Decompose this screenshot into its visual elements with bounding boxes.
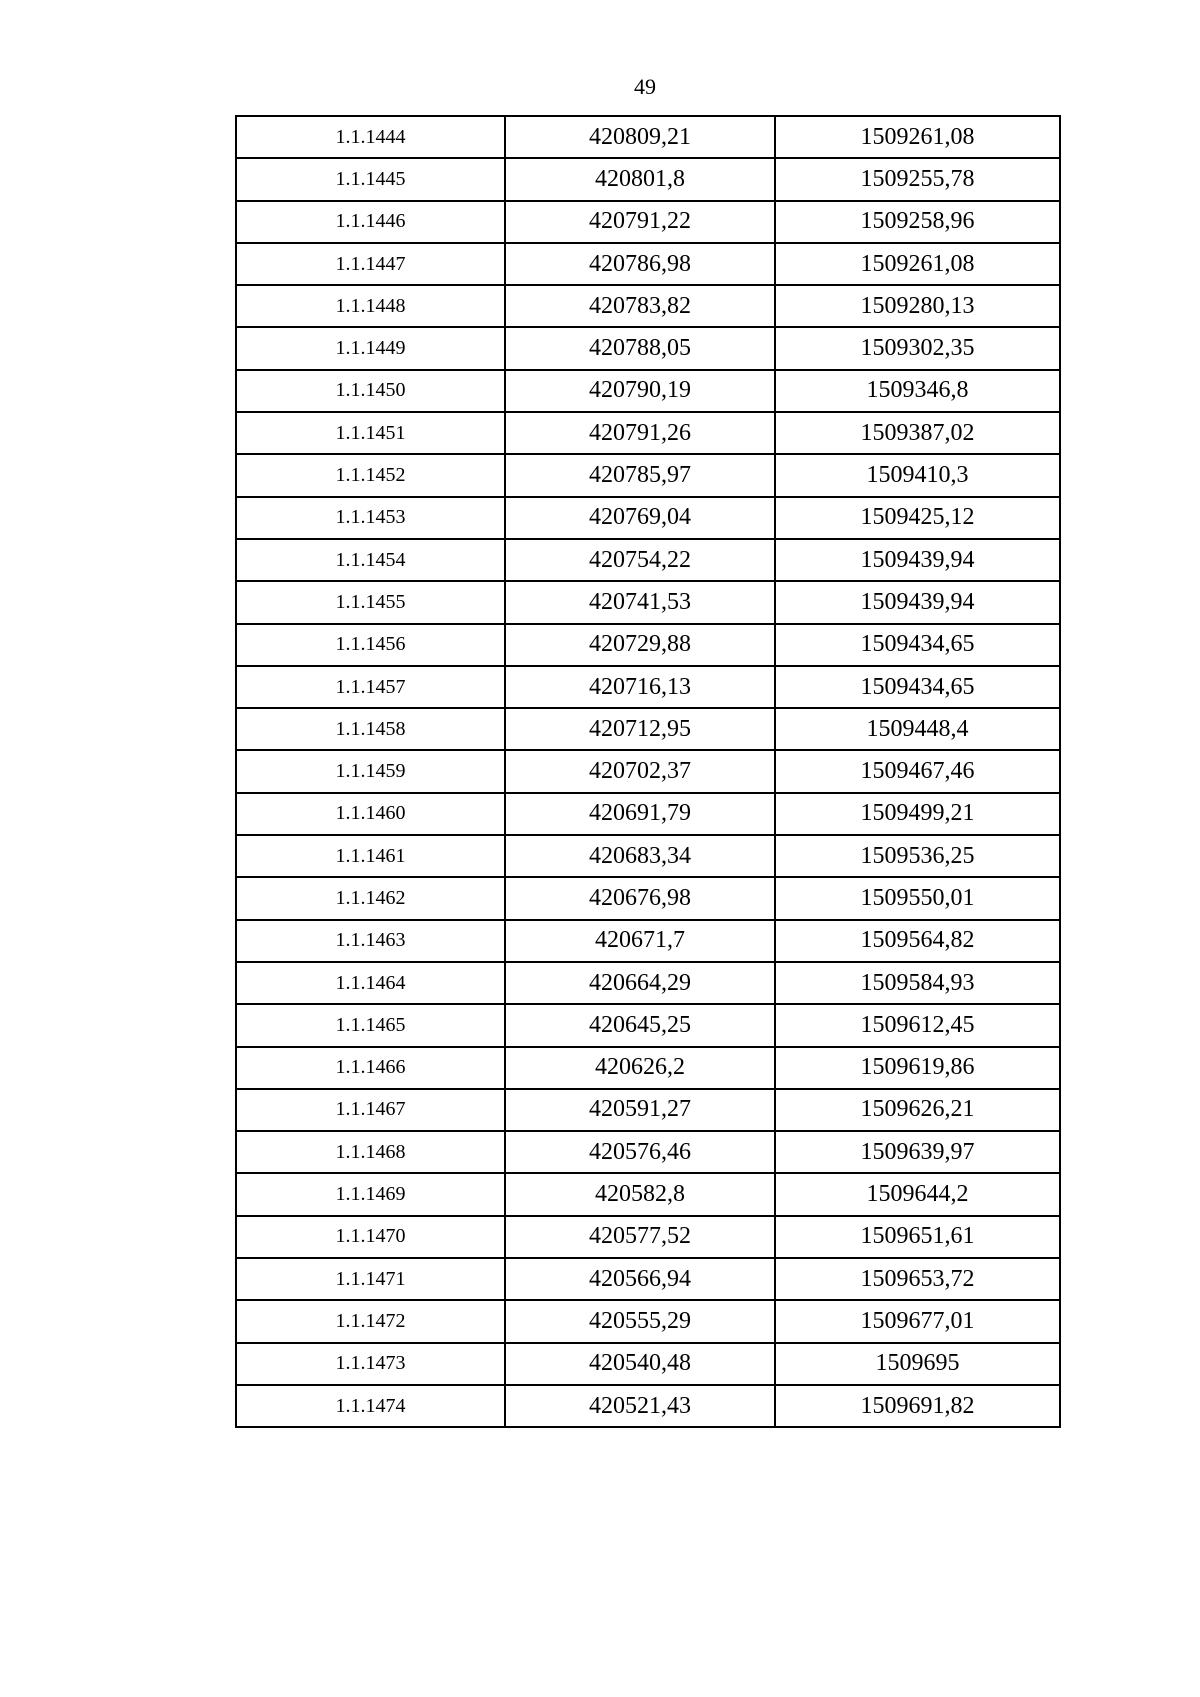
y-coordinate-cell: 1509653,72: [775, 1258, 1060, 1300]
x-coordinate-cell: 420791,22: [505, 201, 775, 243]
point-id-cell: 1.1.1445: [236, 158, 505, 200]
y-coordinate-cell: 1509639,97: [775, 1131, 1060, 1173]
point-id-cell: 1.1.1469: [236, 1173, 505, 1215]
x-coordinate-cell: 420809,21: [505, 116, 775, 158]
point-id-cell: 1.1.1455: [236, 581, 505, 623]
x-coordinate-cell: 420790,19: [505, 370, 775, 412]
page-number: 49: [634, 74, 656, 99]
table-row: [236, 201, 1060, 243]
y-coordinate-cell: 1509258,96: [775, 201, 1060, 243]
y-coordinate-cell: 1509261,08: [775, 116, 1060, 158]
y-coordinate-cell: 1509550,01: [775, 877, 1060, 919]
point-id-cell: 1.1.1461: [236, 835, 505, 877]
table-row: [236, 1385, 1060, 1427]
point-id-cell: 1.1.1474: [236, 1385, 505, 1427]
x-coordinate-cell: 420741,53: [505, 581, 775, 623]
table-row: [236, 1216, 1060, 1258]
x-coordinate-cell: 420788,05: [505, 327, 775, 369]
x-coordinate-cell: 420591,27: [505, 1089, 775, 1131]
table-row: [236, 454, 1060, 496]
x-coordinate-cell: 420521,43: [505, 1385, 775, 1427]
y-coordinate-cell: 1509387,02: [775, 412, 1060, 454]
x-coordinate-cell: 420577,52: [505, 1216, 775, 1258]
table-row: [236, 666, 1060, 708]
table-row: [236, 1343, 1060, 1385]
x-coordinate-cell: 420664,29: [505, 962, 775, 1004]
table-row: [236, 285, 1060, 327]
point-id-cell: 1.1.1472: [236, 1300, 505, 1342]
point-id-cell: 1.1.1460: [236, 793, 505, 835]
point-id-cell: 1.1.1444: [236, 116, 505, 158]
point-id-cell: 1.1.1466: [236, 1047, 505, 1089]
table-row: [236, 750, 1060, 792]
table-row: [236, 412, 1060, 454]
table-row: [236, 962, 1060, 1004]
point-id-cell: 1.1.1471: [236, 1258, 505, 1300]
y-coordinate-cell: 1509410,3: [775, 454, 1060, 496]
point-id-cell: 1.1.1446: [236, 201, 505, 243]
y-coordinate-cell: 1509425,12: [775, 497, 1060, 539]
point-id-cell: 1.1.1465: [236, 1004, 505, 1046]
table-row: [236, 1173, 1060, 1215]
y-coordinate-cell: 1509691,82: [775, 1385, 1060, 1427]
coordinates-table-body: [236, 116, 1060, 1427]
table-row: [236, 539, 1060, 581]
x-coordinate-cell: 420712,95: [505, 708, 775, 750]
table-row: [236, 243, 1060, 285]
x-coordinate-cell: 420801,8: [505, 158, 775, 200]
x-coordinate-cell: 420683,34: [505, 835, 775, 877]
x-coordinate-cell: 420791,26: [505, 412, 775, 454]
x-coordinate-cell: 420754,22: [505, 539, 775, 581]
point-id-cell: 1.1.1447: [236, 243, 505, 285]
y-coordinate-cell: 1509499,21: [775, 793, 1060, 835]
coordinates-table: [235, 115, 1061, 1428]
y-coordinate-cell: 1509439,94: [775, 539, 1060, 581]
point-id-cell: 1.1.1467: [236, 1089, 505, 1131]
y-coordinate-cell: 1509619,86: [775, 1047, 1060, 1089]
point-id-cell: 1.1.1463: [236, 920, 505, 962]
table-row: [236, 497, 1060, 539]
table-row: [236, 793, 1060, 835]
point-id-cell: 1.1.1462: [236, 877, 505, 919]
y-coordinate-cell: 1509280,13: [775, 285, 1060, 327]
x-coordinate-cell: 420691,79: [505, 793, 775, 835]
table-row: [236, 1300, 1060, 1342]
y-coordinate-cell: 1509536,25: [775, 835, 1060, 877]
x-coordinate-cell: 420702,37: [505, 750, 775, 792]
x-coordinate-cell: 420783,82: [505, 285, 775, 327]
x-coordinate-cell: 420566,94: [505, 1258, 775, 1300]
table-row: [236, 158, 1060, 200]
point-id-cell: 1.1.1457: [236, 666, 505, 708]
table-row: [236, 1258, 1060, 1300]
y-coordinate-cell: 1509434,65: [775, 624, 1060, 666]
y-coordinate-cell: 1509439,94: [775, 581, 1060, 623]
x-coordinate-cell: 420729,88: [505, 624, 775, 666]
y-coordinate-cell: 1509255,78: [775, 158, 1060, 200]
y-coordinate-cell: 1509346,8: [775, 370, 1060, 412]
y-coordinate-cell: 1509626,21: [775, 1089, 1060, 1131]
point-id-cell: 1.1.1464: [236, 962, 505, 1004]
x-coordinate-cell: 420769,04: [505, 497, 775, 539]
y-coordinate-cell: 1509467,46: [775, 750, 1060, 792]
y-coordinate-cell: 1509612,45: [775, 1004, 1060, 1046]
table-row: [236, 581, 1060, 623]
x-coordinate-cell: 420555,29: [505, 1300, 775, 1342]
point-id-cell: 1.1.1452: [236, 454, 505, 496]
x-coordinate-cell: 420785,97: [505, 454, 775, 496]
point-id-cell: 1.1.1454: [236, 539, 505, 581]
table-row: [236, 920, 1060, 962]
x-coordinate-cell: 420671,7: [505, 920, 775, 962]
y-coordinate-cell: 1509434,65: [775, 666, 1060, 708]
point-id-cell: 1.1.1450: [236, 370, 505, 412]
x-coordinate-cell: 420676,98: [505, 877, 775, 919]
x-coordinate-cell: 420645,25: [505, 1004, 775, 1046]
point-id-cell: 1.1.1470: [236, 1216, 505, 1258]
point-id-cell: 1.1.1453: [236, 497, 505, 539]
table-row: [236, 1047, 1060, 1089]
y-coordinate-cell: 1509644,2: [775, 1173, 1060, 1215]
point-id-cell: 1.1.1449: [236, 327, 505, 369]
point-id-cell: 1.1.1468: [236, 1131, 505, 1173]
point-id-cell: 1.1.1459: [236, 750, 505, 792]
table-row: [236, 1131, 1060, 1173]
point-id-cell: 1.1.1451: [236, 412, 505, 454]
y-coordinate-cell: 1509448,4: [775, 708, 1060, 750]
y-coordinate-cell: 1509651,61: [775, 1216, 1060, 1258]
table-row: [236, 624, 1060, 666]
x-coordinate-cell: 420576,46: [505, 1131, 775, 1173]
point-id-cell: 1.1.1448: [236, 285, 505, 327]
point-id-cell: 1.1.1456: [236, 624, 505, 666]
x-coordinate-cell: 420626,2: [505, 1047, 775, 1089]
table-row: [236, 1004, 1060, 1046]
x-coordinate-cell: 420716,13: [505, 666, 775, 708]
y-coordinate-cell: 1509564,82: [775, 920, 1060, 962]
point-id-cell: 1.1.1473: [236, 1343, 505, 1385]
table-row: [236, 1089, 1060, 1131]
y-coordinate-cell: 1509584,93: [775, 962, 1060, 1004]
x-coordinate-cell: 420540,48: [505, 1343, 775, 1385]
y-coordinate-cell: 1509261,08: [775, 243, 1060, 285]
x-coordinate-cell: 420582,8: [505, 1173, 775, 1215]
x-coordinate-cell: 420786,98: [505, 243, 775, 285]
table-row: [236, 708, 1060, 750]
table-row: [236, 116, 1060, 158]
y-coordinate-cell: 1509302,35: [775, 327, 1060, 369]
table-row: [236, 877, 1060, 919]
y-coordinate-cell: 1509677,01: [775, 1300, 1060, 1342]
table-row: [236, 370, 1060, 412]
y-coordinate-cell: 1509695: [775, 1343, 1060, 1385]
table-row: [236, 835, 1060, 877]
point-id-cell: 1.1.1458: [236, 708, 505, 750]
table-row: [236, 327, 1060, 369]
